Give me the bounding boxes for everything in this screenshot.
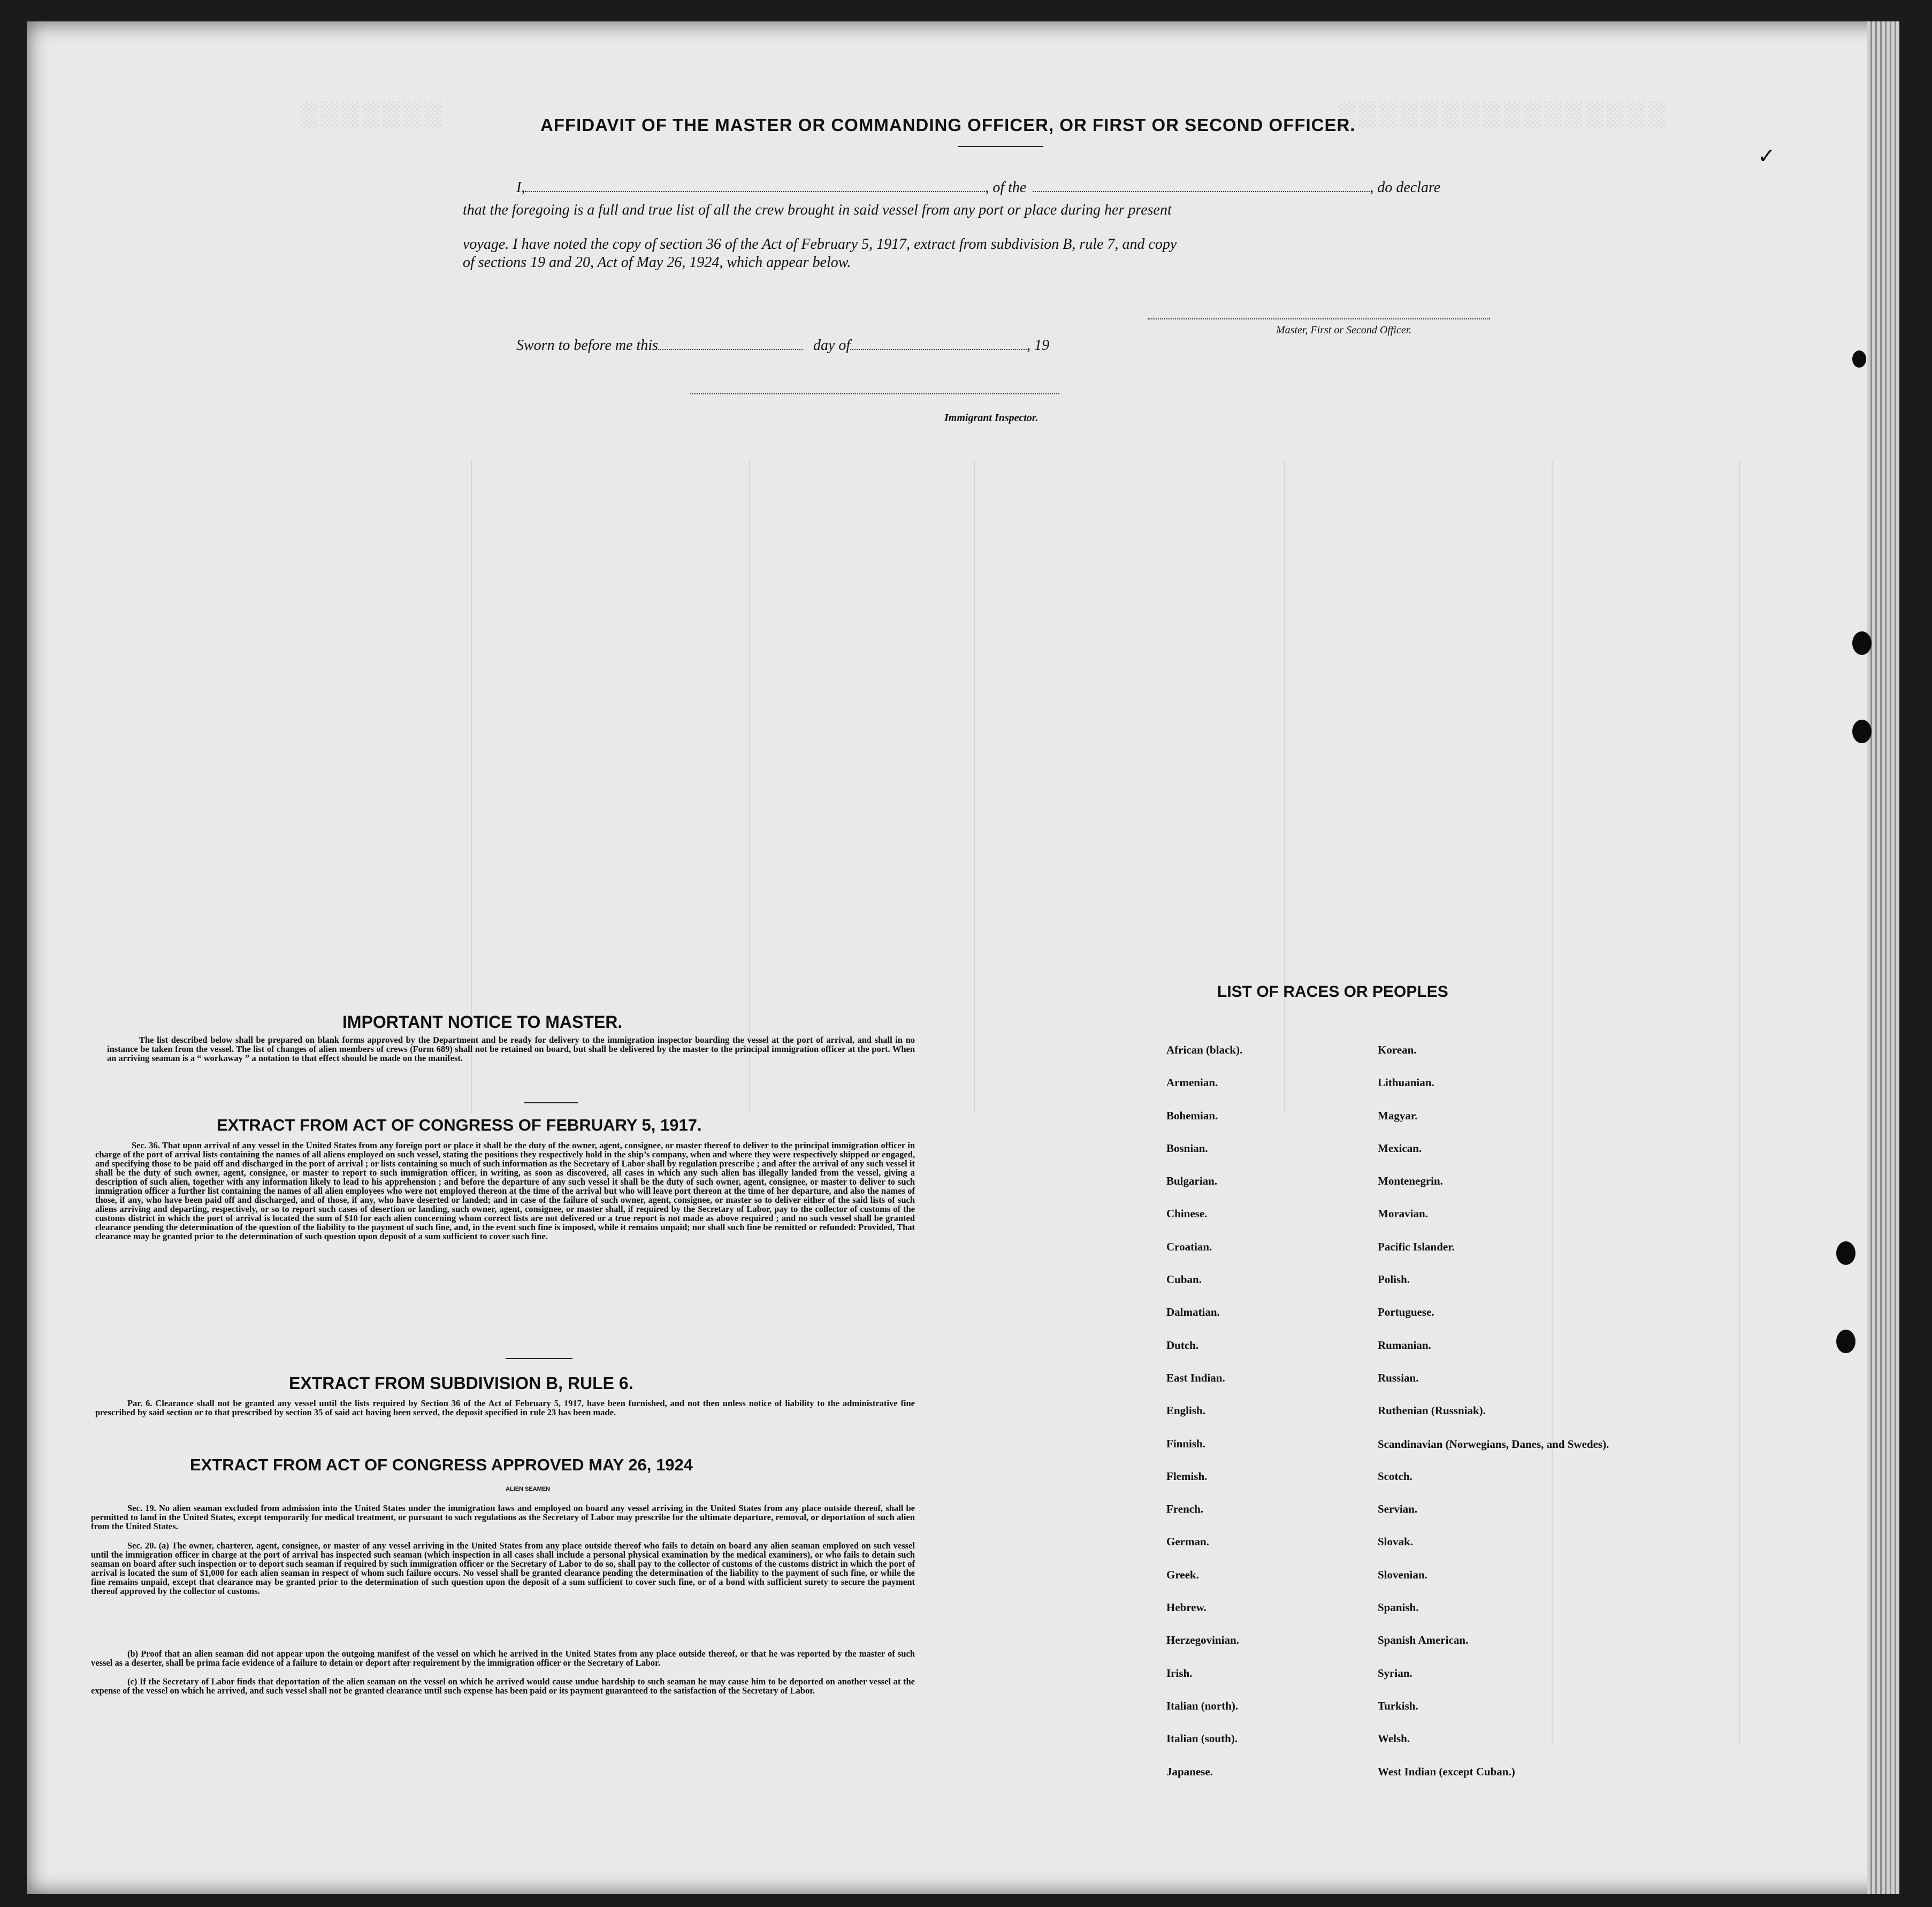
race-item: Greek. [1166, 1568, 1199, 1581]
race-item: English. [1166, 1404, 1205, 1417]
race-item: Servian. [1378, 1502, 1418, 1516]
race-item: Croatian. [1166, 1240, 1212, 1253]
extract-1917-title: EXTRACT FROM ACT OF CONGRESS OF FEBRUARY 5, 1917. [217, 1116, 702, 1134]
race-item: West Indian (except Cuban.) [1378, 1765, 1515, 1778]
bleed-through-heading: ░░░░░░░░░░░░░░░░ [1338, 100, 1668, 127]
race-item: Herzegovinian. [1166, 1634, 1239, 1647]
race-item: Spanish American. [1378, 1634, 1469, 1647]
race-item: Welsh. [1378, 1732, 1410, 1745]
sworn-day-of: day of [813, 337, 851, 354]
race-item: Russian. [1378, 1371, 1419, 1384]
race-item: Bosnian. [1166, 1141, 1208, 1155]
race-item: Mexican. [1378, 1141, 1422, 1155]
race-item: Bohemian. [1166, 1109, 1218, 1122]
bleed-through-heading: ░░░░░░░ [300, 100, 445, 127]
race-item: Slovak. [1378, 1535, 1413, 1549]
affidavit-title: AFFIDAVIT OF THE MASTER OR COMMANDING OFFICER, OR FIRST OR SECOND OFFICER. [540, 115, 1356, 135]
race-item: Turkish. [1378, 1699, 1418, 1712]
title-rule [958, 146, 1043, 147]
extract-rule6-title: EXTRACT FROM SUBDIVISION B, RULE 6. [289, 1374, 633, 1393]
vessel-blank [1033, 180, 1370, 192]
race-item: German. [1166, 1535, 1209, 1549]
notice-title: IMPORTANT NOTICE TO MASTER. [342, 1012, 623, 1032]
extract-1924-sec20b: (b) Proof that an alien seaman did not appear upon the outgoing manifest of the vessel on which he arrived in the United States from any place outside thereof, or that he was reported by the master of such vessel as a deserter, shall be prima facie evidence of a failure to detain or deport after requirement by the immigration officer or the Secretary of Labor. [91, 1649, 915, 1668]
race-item: Korean. [1378, 1043, 1417, 1056]
race-item: Portuguese. [1378, 1306, 1434, 1319]
extract-1924-subtitle: ALIEN SEAMEN [506, 1486, 551, 1492]
punch-hole [1852, 720, 1872, 743]
extract-1924-sec20a: Sec. 20. (a) The owner, charterer, agent, consignee, or master of any vessel arriving in the United States from any place outside thereof who fails to detain on board any alien seaman employed on such vessel until the immigration officer in charge at the port of arrival has inspected such seaman (which inspection in all cases shall include a personal physical examination by the medical examiners), or who fails to detain such seaman on board after such inspection or to deport such seaman if required by such immigration officer or the Secretary of Labor to do so, shall pay to the collector of customs of the customs district in which the port of arrival is located the sum of $1,000 for each alien seaman in respect of whom such failure occurs. No vessel shall be granted clearance pending the determination of the liability to the payment of such fine, or while the fine remains unpaid, except that clearance may be granted prior to the determination of such question upon the deposit of a sum sufficient to cover such fine, or of a bond with sufficient surety to secure the payment thereof approved by the collector of customs. [91, 1540, 915, 1596]
document-page [27, 21, 1899, 1894]
master-signature-blank [1148, 308, 1490, 319]
punch-hole [1852, 631, 1872, 655]
extract-1924-sec19: Sec. 19. No alien seaman excluded from admission into the United States under the immigration laws and employed on board any vessel arriving in the United States from any place outside thereof, shall be permitted to land in the United States, except temporarily for medical treatment, or pursuant to such regulations as the Secretary of Labor may prescribe for the ultimate departure, removal, or deportation of such alien from the United States. [91, 1503, 915, 1531]
month-blank [850, 338, 1027, 350]
race-item: Cuban. [1166, 1273, 1202, 1286]
extract-1924-title: EXTRACT FROM ACT OF CONGRESS APPROVED MAY 26, 1924 [190, 1455, 693, 1474]
punch-hole [1836, 1330, 1855, 1353]
extract-rule6-text: Par. 6. Clearance shall not be granted any vessel until the lists required by Section 36 of the Act of February 5, 1917, have been furnished, and not then unless notice of liability to the administrative fine prescribed by said section or to that prescribed by section 35 of said act having been served, the deposit specified in rule 23 has been made. [95, 1398, 915, 1417]
page-edge [1867, 21, 1899, 1894]
races-left-column [1166, 1043, 1242, 1798]
master-label: Master, First or Second Officer. [1276, 324, 1412, 336]
race-item: Italian (north). [1166, 1699, 1239, 1712]
race-item: Moravian. [1378, 1207, 1428, 1221]
race-item: Armenian. [1166, 1076, 1218, 1089]
race-item: Dalmatian. [1166, 1306, 1220, 1319]
race-item: Spanish. [1378, 1601, 1419, 1614]
race-item: Hebrew. [1166, 1601, 1206, 1614]
affidavit-declare: , do declare [1370, 179, 1441, 196]
race-item: French. [1166, 1502, 1204, 1516]
race-item: Magyar. [1378, 1109, 1418, 1122]
bleed-through-rule [1739, 460, 1740, 1744]
race-item: Chinese. [1166, 1207, 1208, 1221]
sworn-line [516, 337, 1049, 354]
punch-hole [1836, 1241, 1855, 1265]
race-item: Finnish. [1166, 1437, 1205, 1450]
race-item: Pacific Islander. [1378, 1240, 1455, 1253]
race-item: Polish. [1378, 1273, 1410, 1286]
races-title: LIST OF RACES OR PEOPLES [1217, 983, 1448, 1001]
name-blank [525, 180, 985, 192]
race-item: Italian (south). [1166, 1732, 1238, 1745]
punch-hole [1852, 350, 1866, 368]
check-mark-icon: ✓ [1758, 144, 1776, 168]
bleed-through-rule [749, 460, 750, 1113]
race-item: Bulgarian. [1166, 1174, 1218, 1188]
race-item: East Indian. [1166, 1371, 1225, 1384]
race-item: Lithuanian. [1378, 1076, 1434, 1089]
race-item: Montenegrin. [1378, 1174, 1443, 1188]
race-item: Rumanian. [1378, 1338, 1431, 1352]
notice-text: The list described below shall be prepared on blank forms approved by the Department and be ready for delivery to the immigration inspector boarding the vessel at the port of arrival, and shall in no instance be taken from the vessel. The list of changes of alien members of crews (Form 689) shall not be retained on board, but shall be delivered by the master to the principal immigration officer at the port. When an arriving seaman is a “ workaway ” a notation to that effect should be made on the manifest. [107, 1035, 915, 1063]
section-rule [506, 1358, 572, 1359]
affidavit-of-the: , of the [985, 179, 1027, 196]
race-item: Syrian. [1378, 1666, 1412, 1680]
affidavit-line-4: of sections 19 and 20, Act of May 26, 1924, which appear below. [463, 254, 851, 271]
race-item: Slovenian. [1378, 1568, 1427, 1581]
inspector-label: Immigrant Inspector. [944, 412, 1038, 424]
affidavit-line-3: voyage. I have noted the copy of section 36 of the Act of February 5, 1917, extract from subdivision B, rule 7, and copy [463, 236, 1177, 253]
day-blank [658, 338, 803, 350]
affidavit-line-1 [516, 179, 1440, 196]
race-item: Dutch. [1166, 1338, 1199, 1352]
race-item: Flemish. [1166, 1469, 1208, 1483]
affidavit-i: I, [516, 179, 525, 196]
section-rule [524, 1102, 578, 1103]
inspector-signature-blank [690, 383, 1059, 394]
race-item: Ruthenian (Russniak). [1378, 1404, 1486, 1417]
race-item: Irish. [1166, 1666, 1193, 1680]
bleed-through-rule [974, 460, 975, 1113]
race-item: African (black). [1166, 1043, 1243, 1056]
races-right-column [1378, 1043, 1609, 1798]
race-item: Scandinavian (Norwegians, Danes, and Swedes). [1378, 1437, 1609, 1451]
affidavit-line-2: that the foregoing is a full and true list of all the crew brought in said vessel from any port or place during her present [463, 202, 1172, 218]
bleed-through-rule [1284, 460, 1285, 1113]
race-item: Scotch. [1378, 1469, 1412, 1483]
sworn-prefix: Sworn to before me this [516, 337, 658, 354]
extract-1917-text: Sec. 36. That upon arrival of any vessel in the United States from any foreign port or place it shall be the duty of the owner, agent, consignee, or master thereof to deliver to the principal immigration officer in charge of the port of arrival lists containing the names of all aliens employed on such vessel, stating the positions they respectively hold in the ship’s company, when and where they were respectively shipped or engaged, and specifying those to be paid off and discharged in the port of arrival ; or lists containing so much of such information as the Secretary of Labor shall by regulation prescribe ; and after the arrival of any such vessel it shall be the duty of such owner, agent, consignee, or master to report to such immigration officer, in writing, as soon as discovered, all cases in which any such alien has illegally landed from the vessel, giving a description of such alien, together with any information likely to lead to his apprehension ; and before the departure of any such vessel it shall be the duty of such owner, agent, consignee, or master to deliver to such immigration officer a further list containing the names of all alien employees who were not employed thereon at the time of the arrival but who will leave port thereon at the time of her departure, and also the names of those, if any, who have been paid off and discharged, and of those, if any, who have deserted or landed; and in case of the failure of such owner, agent, consignee, or master so to deliver either of the said lists of such aliens arriving and departing, respectively, or so to report such cases of desertion or landing, such owner, agent, consignee, or master shall, if required by the Secretary of Labor, pay to the collector of customs of the customs district in which the port of arrival is located the sum of $10 for each alien concerning whom correct lists are not delivered or a true report is not made as above required ; and no such vessel shall be granted clearance pending the determination of the question of the liability to the payment of such fine, and, in the event such fine is imposed, while it remains unpaid; nor shall such fine be remitted or refunded: Provided, That clearance may be granted prior to the determination of such question upon deposit of a sum sufficient to cover such fine. [95, 1140, 915, 1241]
sworn-year: , 19 [1027, 337, 1050, 354]
race-item: Japanese. [1166, 1765, 1213, 1778]
extract-1924-sec20c: (c) If the Secretary of Labor finds that deportation of the alien seaman on the vessel on which he arrived would cause undue hardship to such seaman he may cause him to be deported on another vessel at the expense of the vessel on which he arrived, and such vessel shall not be granted clearance until such expense has been paid or its payment guaranteed to the satisfaction of the Secretary of Labor. [91, 1676, 915, 1696]
